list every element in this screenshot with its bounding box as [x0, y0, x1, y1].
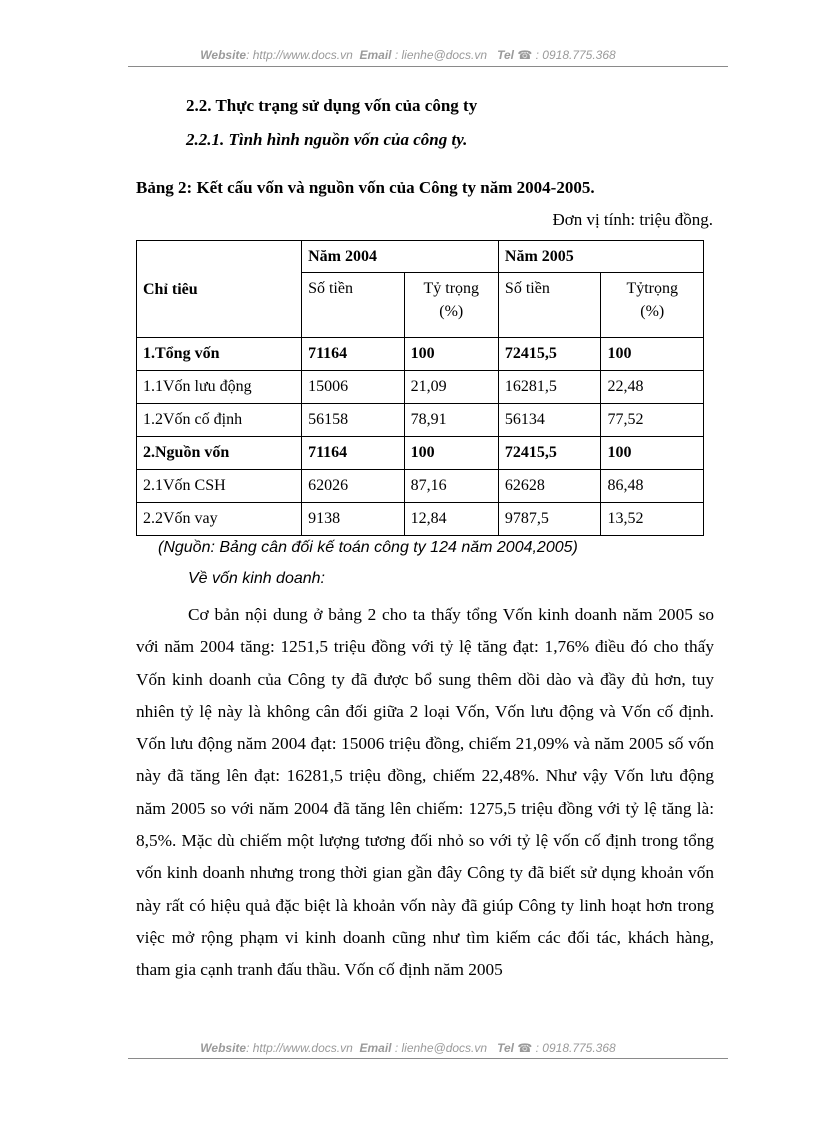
row-label: 2.Nguồn vốn — [137, 437, 302, 470]
metric-header: Chỉ tiêu — [137, 241, 302, 338]
amount-2005: 72415,5 — [498, 437, 601, 470]
paragraph-heading: Về vốn kinh doanh: — [188, 570, 325, 587]
header-website-value: : http://www.docs.vn — [246, 48, 353, 62]
subsection-title: 2.2.1. Tình hình nguồn vốn của công ty. — [186, 130, 468, 149]
page-footer — [0, 1041, 816, 1055]
year-2004-header: Năm 2004 — [302, 241, 499, 273]
table-row — [137, 371, 704, 404]
footer-email-label: Email — [359, 1041, 392, 1055]
footer-website-value: : http://www.docs.vn — [246, 1041, 353, 1055]
table-row — [137, 503, 704, 536]
header-email-label: Email — [359, 48, 392, 62]
page-header — [0, 48, 816, 62]
amount-2004: 62026 — [302, 470, 405, 503]
footer-divider — [128, 1058, 728, 1059]
share-header-2004: Tỷ trọng (%) — [404, 273, 498, 338]
year-2005-header: Năm 2005 — [498, 241, 703, 273]
table-row — [137, 437, 704, 470]
amount-2004: 71164 — [302, 338, 405, 371]
table-header-row — [137, 241, 704, 273]
row-label: 1.2Vốn cố định — [137, 404, 302, 437]
footer-website-label: Website — [200, 1041, 247, 1055]
amount-2004: 71164 — [302, 437, 405, 470]
source-note: (Nguồn: Bảng cân đối kế toán công ty 124 năm 2004,2005) — [158, 539, 578, 556]
table-row — [137, 404, 704, 437]
row-label: 2.1Vốn CSH — [137, 470, 302, 503]
share-2004: 100 — [404, 338, 498, 371]
phone-icon: ☎ — [517, 48, 533, 62]
footer-tel-value: : 0918.775.368 — [535, 1041, 616, 1055]
share-2005: 86,48 — [601, 470, 704, 503]
table-row — [137, 338, 704, 371]
phone-icon: ☎ — [517, 1041, 533, 1055]
share-2005: 100 — [601, 338, 704, 371]
amount-2005: 9787,5 — [498, 503, 601, 536]
amount-2004: 15006 — [302, 371, 405, 404]
header-divider — [128, 66, 728, 67]
amount-2004: 56158 — [302, 404, 405, 437]
header-website-label: Website — [200, 48, 247, 62]
row-label: 1.Tổng vốn — [137, 338, 302, 371]
amount-2004: 9138 — [302, 503, 405, 536]
share-2005: 13,52 — [601, 503, 704, 536]
amount-header-2005: Số tiền — [498, 273, 601, 338]
capital-table — [136, 240, 704, 536]
unit-note: Đơn vị tính: triệu đồng. — [552, 210, 713, 229]
table-caption: Bảng 2: Kết cấu vốn và nguồn vốn của Công ty năm 2004-2005. — [136, 178, 595, 197]
amount-2005: 72415,5 — [498, 338, 601, 371]
header-tel-label: Tel — [497, 48, 514, 62]
share-2004: 78,91 — [404, 404, 498, 437]
share-2005: 77,52 — [601, 404, 704, 437]
table-row — [137, 470, 704, 503]
row-label: 1.1Vốn lưu động — [137, 371, 302, 404]
amount-2005: 16281,5 — [498, 371, 601, 404]
footer-email-value: : lienhe@docs.vn — [391, 1041, 488, 1055]
share-2005: 22,48 — [601, 371, 704, 404]
footer-tel-label: Tel — [497, 1041, 514, 1055]
share-2004: 21,09 — [404, 371, 498, 404]
share-2004: 12,84 — [404, 503, 498, 536]
amount-2005: 56134 — [498, 404, 601, 437]
share-2004: 87,16 — [404, 470, 498, 503]
share-header-2005: Tỷtrọng (%) — [601, 273, 704, 338]
share-2005: 100 — [601, 437, 704, 470]
header-tel-value: : 0918.775.368 — [535, 48, 616, 62]
body-paragraph: Cơ bản nội dung ở bảng 2 cho ta thấy tổng Vốn kinh doanh năm 2005 so với năm 2004 tăng: 1251,5 triệu đồng với tỷ lệ tăng đạt: 1,76% điều đó cho thấy Vốn kinh doanh của Công ty đã được bổ sung thêm dồi dào và đầy đủ hơn, tuy nhiên tỷ lệ này là không cân đối giữa 2 loại Vốn, Vốn lưu động và Vốn cố định. Vốn lưu động năm 2004 đạt: 15006 triệu đồng, chiếm 21,09% và năm 2005 số vốn này đã tăng lên đạt: 16281,5 triệu đồng, chiếm 22,48%. Như vậy Vốn lưu động năm 2005 so với năm 2004 đã tăng lên chiếm: 1275,5 triệu đồng với tỷ lệ tăng là: 8,5%. Mặc dù chiếm một lượng tương đối nhỏ so với tỷ lệ vốn cố định trong tổng vốn kinh doanh nhưng trong thời gian gần đây Công ty đã biết sử dụng khoản vốn này rất có hiệu quả đặc biệt là khoản vốn này đã giúp Công ty linh hoạt hơn trong việc mở rộng phạm vi kinh doanh cũng như tìm kiếm các đối tác, khách hàng, tham gia cạnh tranh đấu thầu. Vốn cố định năm 2005 — [136, 605, 714, 980]
section-title: 2.2. Thực trạng sử dụng vốn của công ty — [186, 96, 478, 115]
amount-header-2004: Số tiền — [302, 273, 405, 338]
header-email-value: : lienhe@docs.vn — [391, 48, 488, 62]
amount-2005: 62628 — [498, 470, 601, 503]
share-2004: 100 — [404, 437, 498, 470]
row-label: 2.2Vốn vay — [137, 503, 302, 536]
